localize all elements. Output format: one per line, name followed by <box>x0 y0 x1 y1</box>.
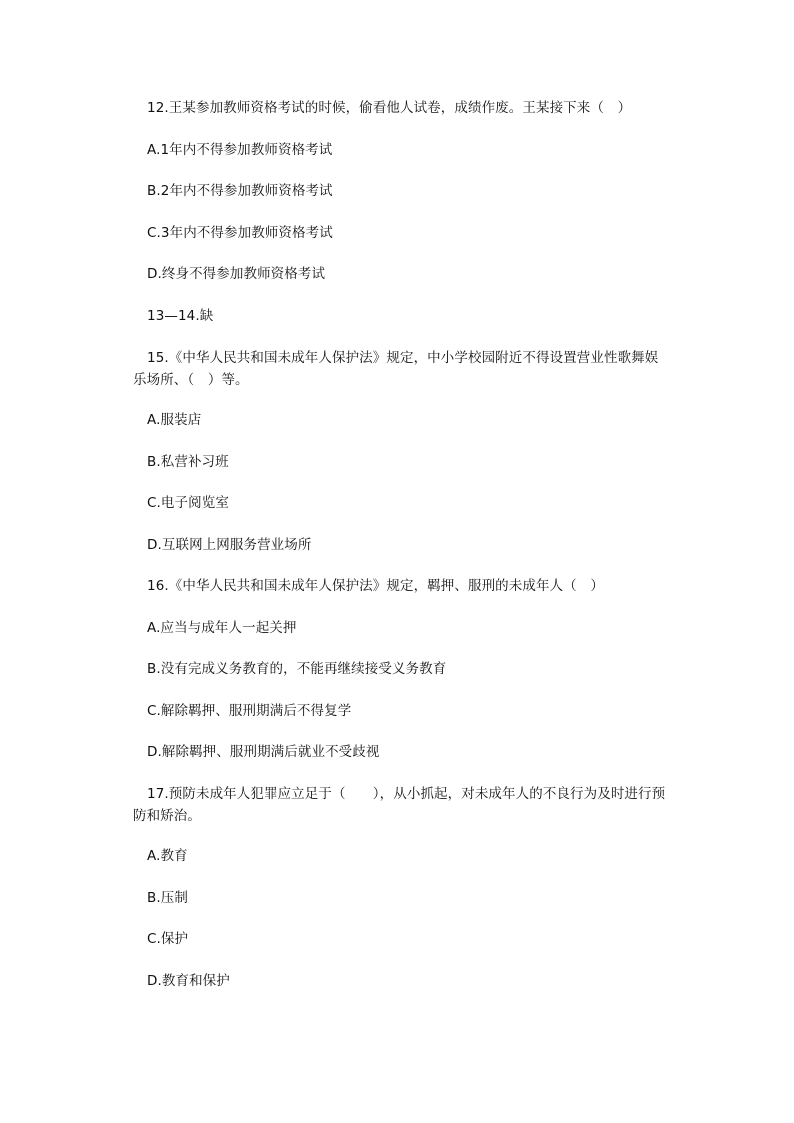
question-12-option-c: C.3年内不得参加教师资格考试 <box>147 225 333 241</box>
question-17-stem <box>133 783 677 827</box>
question-15-stem-line-1: 15.《中华人民共和国未成年人保护法》规定，中小学校园附近不得设置营业性歌舞娱 <box>147 350 659 366</box>
question-17-option-c: C.保护 <box>147 931 189 947</box>
question-16-stem: 16.《中华人民共和国未成年人保护法》规定，羁押、服刑的未成年人（ ） <box>147 578 604 594</box>
question-15-stem <box>133 347 677 391</box>
question-12-option-a: A.1年内不得参加教师资格考试 <box>147 142 333 158</box>
question-15-option-a: A.服装店 <box>147 412 202 428</box>
question-16-option-a: A.应当与成年人一起关押 <box>147 620 297 636</box>
question-17-stem-line-1: 17.预防未成年人犯罪应立足于（ ），从小抓起，对未成年人的不良行为及时进行预 <box>147 786 666 802</box>
question-13-14-missing: 13—14.缺 <box>147 308 214 324</box>
question-12-stem: 12.王某参加教师资格考试的时候，偷看他人试卷，成绩作废。王某接下来（ ） <box>147 100 632 116</box>
question-16-option-c: C.解除羁押、服刑期满后不得复学 <box>147 703 352 719</box>
question-17-option-a: A.教育 <box>147 848 188 864</box>
question-15-option-d: D.互联网上网服务营业场所 <box>147 537 312 553</box>
question-17-option-d: D.教育和保护 <box>147 973 230 989</box>
question-12-option-d: D.终身不得参加教师资格考试 <box>147 266 326 282</box>
question-12-option-b: B.2年内不得参加教师资格考试 <box>147 183 333 199</box>
question-17-stem-line-2: 防和矫治。 <box>133 808 201 824</box>
question-15-option-c: C.电子阅览室 <box>147 495 229 511</box>
question-15-option-b: B.私营补习班 <box>147 454 229 470</box>
question-16-option-d: D.解除羁押、服刑期满后就业不受歧视 <box>147 744 380 760</box>
question-17-option-b: B.压制 <box>147 890 188 906</box>
question-16-option-b: B.没有完成义务教育的，不能再继续接受义务教育 <box>147 661 447 677</box>
question-15-stem-line-2: 乐场所、（ ）等。 <box>133 372 249 388</box>
